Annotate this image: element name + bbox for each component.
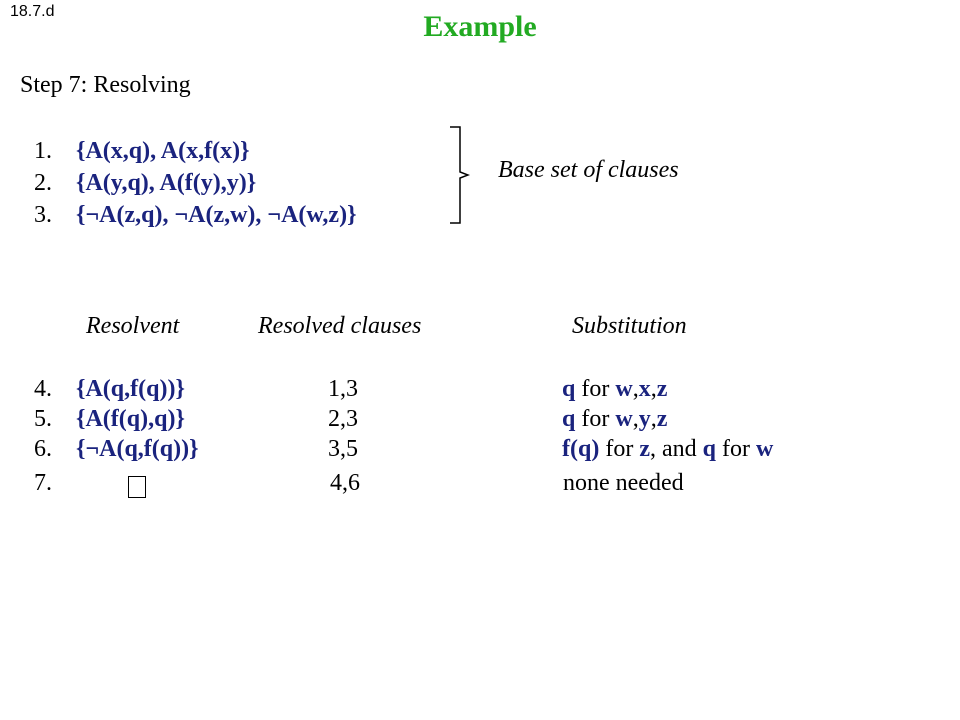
subst-var: x bbox=[638, 376, 651, 402]
base-clause-2: {A(y,q), A(f(y),y)} bbox=[76, 170, 257, 196]
subst-var: y bbox=[638, 406, 651, 432]
subst-sep: , bbox=[650, 376, 657, 402]
subst-var: w bbox=[755, 436, 774, 462]
base-clause-1: {A(x,q), A(x,f(x)} bbox=[76, 138, 250, 164]
row-number-6: 6. bbox=[34, 436, 52, 462]
substitution-6 bbox=[562, 436, 773, 463]
substitution-4 bbox=[562, 376, 667, 403]
subst-var: z bbox=[639, 436, 650, 462]
subst-sep: , bbox=[632, 406, 639, 432]
resolved-clauses-4: 1,3 bbox=[328, 376, 358, 402]
subst-var: z bbox=[656, 406, 668, 432]
base-set-label: Base set of clauses bbox=[498, 157, 679, 183]
subst-connector: for bbox=[599, 436, 640, 462]
row-number-4: 4. bbox=[34, 376, 52, 402]
resolved-clauses-7: 4,6 bbox=[330, 470, 360, 496]
subst-term: q bbox=[702, 436, 716, 462]
clause-number-3: 3. bbox=[34, 202, 52, 228]
page-title: Example bbox=[423, 10, 537, 43]
subst-term: f(q) bbox=[562, 436, 600, 462]
subst-connector: for bbox=[575, 406, 616, 432]
header-resolved-clauses: Resolved clauses bbox=[258, 313, 422, 339]
subst-term: q bbox=[562, 376, 576, 402]
clause-number-2: 2. bbox=[34, 170, 52, 196]
resolvent-5: {A(f(q),q)} bbox=[76, 406, 185, 432]
subst-connector: for bbox=[715, 436, 756, 462]
resolved-clauses-6: 3,5 bbox=[328, 436, 358, 462]
resolvent-4: {A(q,f(q))} bbox=[76, 376, 185, 402]
resolved-clauses-5: 2,3 bbox=[328, 406, 358, 432]
resolvent-6: {¬A(q,f(q))} bbox=[76, 436, 199, 462]
subst-var: w bbox=[615, 376, 633, 402]
subst-var: z bbox=[656, 376, 668, 402]
substitution-5 bbox=[562, 406, 667, 433]
subst-var: w bbox=[615, 406, 633, 432]
clause-number-1: 1. bbox=[34, 138, 52, 164]
subst-connector: for bbox=[575, 376, 616, 402]
base-clause-3: {¬A(z,q), ¬A(z,w), ¬A(w,z)} bbox=[76, 202, 357, 228]
row-number-7: 7. bbox=[34, 470, 52, 496]
slide-number: 18.7.d bbox=[10, 3, 55, 20]
header-resolvent: Resolvent bbox=[86, 313, 180, 339]
step-heading: Step 7: Resolving bbox=[20, 72, 191, 98]
subst-sep: , and bbox=[649, 436, 703, 462]
subst-sep: , bbox=[632, 376, 639, 402]
row-number-5: 5. bbox=[34, 406, 52, 432]
header-substitution: Substitution bbox=[572, 313, 687, 339]
substitution-7: none needed bbox=[563, 470, 684, 496]
subst-sep: , bbox=[650, 406, 657, 432]
empty-clause-icon bbox=[128, 476, 146, 498]
right-brace bbox=[450, 126, 470, 224]
subst-term: q bbox=[562, 406, 576, 432]
